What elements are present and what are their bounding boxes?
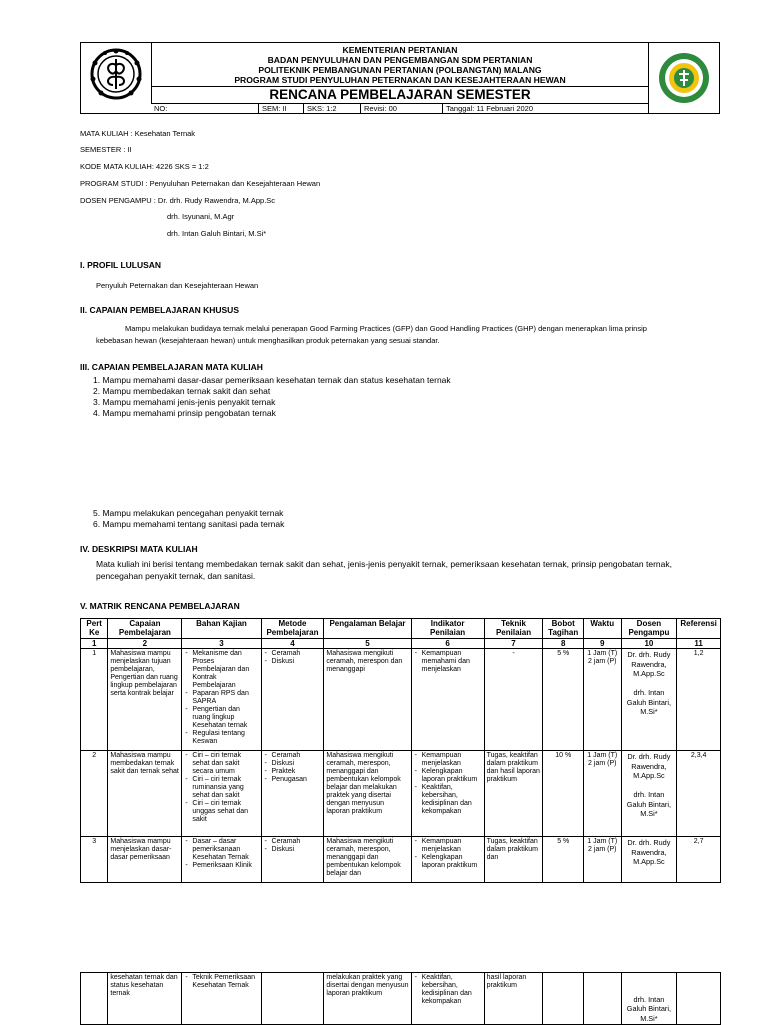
cell-pert: 1 — [81, 649, 108, 751]
table-header-row — [81, 619, 721, 639]
col-number: 5 — [324, 639, 411, 649]
info-mata-kuliah: MATA KULIAH : Kesehatan Ternak — [80, 129, 196, 138]
cell-teknik: - — [484, 649, 543, 751]
bahan-item: - Ciri – ciri ternak unggas sehat dan sakit — [192, 800, 258, 824]
cell-capaian: kesehatan ternak dan status kesehatan ternak — [108, 973, 182, 1025]
bahan-item: - Ciri – ciri ternak sehat dan sakit secara umum — [192, 752, 258, 776]
deskripsi-line-1: Mata kuliah ini berisi tentang membedakan ternak sakit dan sehat, jenis-jenis penyakit ternak, pemeriksaan kesehatan ternak, prinsip pengobatan ternak, — [96, 559, 672, 569]
cell-waktu: 1 Jam (T) 2 jam (P) — [584, 751, 622, 837]
cpmk-item: 4. Mampu memahami prinsip pengobatan ternak — [93, 408, 276, 418]
cell-teknik: Tugas, keaktifan dalam praktikum dan — [484, 837, 543, 883]
col-header: Bobot Tagihan — [543, 619, 584, 639]
document-title: RENCANA PEMBELAJARAN SEMESTER — [151, 86, 649, 104]
cell-indikator — [411, 837, 484, 883]
indikator-item: - Kemampuan menjelaskan — [422, 838, 482, 854]
doc-sks: SKS: 1:2 — [303, 103, 360, 114]
info-dosen-3: drh. Intan Galuh Bintari, M.Si* — [167, 229, 267, 238]
header-institution — [151, 43, 649, 89]
section-profil-text: Penyuluh Peternakan dan Kesejahteraan Hewan — [96, 281, 259, 290]
col-number: 6 — [411, 639, 484, 649]
cell-pert: 3 — [81, 837, 108, 883]
bahan-item: - Teknik Pemeriksaan Kesehatan Ternak — [192, 974, 258, 990]
cell-indikator — [411, 649, 484, 751]
cell-pengalaman: Mahasiswa mengikuti ceramah, merespon dan menanggapi — [324, 649, 411, 751]
doc-number: NO: — [154, 104, 168, 113]
cell-teknik: hasil laporan praktikum — [484, 973, 543, 1025]
cell-bahan — [182, 751, 261, 837]
table-row — [81, 649, 721, 751]
cell-metode — [261, 649, 324, 751]
document-header — [80, 42, 720, 114]
agency-name: BADAN PENYULUHAN DAN PENGEMBANGAN SDM PERTANIAN — [267, 55, 533, 65]
metode-item: - Diskusi — [272, 846, 322, 854]
indikator-item: - Kemampuan menjelaskan — [422, 752, 482, 768]
cell-metode — [261, 973, 324, 1025]
cpmk-item: 3. Mampu memahami jenis-jenis penyakit ternak — [93, 397, 276, 407]
col-header: Capaian Pembelajaran — [108, 619, 182, 639]
cell-metode — [261, 751, 324, 837]
bahan-item: - Pemeriksaan Klinik — [192, 862, 258, 870]
indikator-item: - Keaktifan, kebersihan, kedisiplinan dan kekompakan — [422, 974, 482, 1006]
cell-bobot: 10 % — [543, 751, 584, 837]
cell-indikator — [411, 973, 484, 1025]
cell-pert — [81, 973, 108, 1025]
bahan-item: - Paparan RPS dan SAPRA — [192, 690, 258, 706]
col-header: Pengalaman Belajar — [324, 619, 411, 639]
cell-referensi: 2,7 — [677, 837, 721, 883]
col-number: 1 — [81, 639, 108, 649]
matrix-table-continued — [80, 972, 721, 1025]
col-header: Metode Pembelajaran — [261, 619, 324, 639]
col-header: Waktu — [584, 619, 622, 639]
cell-pengalaman: melakukan praktek yang disertai dengan menyusun laporan praktikum — [324, 973, 411, 1025]
cell-indikator — [411, 751, 484, 837]
info-prodi: PROGRAM STUDI : Penyuluhan Peternakan dan Kesejahteraan Hewan — [80, 179, 321, 188]
indikator-item: - Kemampuan memahami dan menjelaskan — [422, 650, 482, 674]
table-row — [81, 837, 721, 883]
bahan-item: - Ciri – ciri ternak ruminansia yang sehat dan sakit — [192, 776, 258, 800]
bahan-item: - Dasar – dasar pemeriksanaan Kesehatan Ternak — [192, 838, 258, 862]
section-cpmk-title: III. CAPAIAN PEMBELAJARAN MATA KULIAH — [80, 362, 263, 372]
cell-waktu: 1 Jam (T) 2 jam (P) — [584, 837, 622, 883]
col-number: 11 — [677, 639, 721, 649]
cell-metode — [261, 837, 324, 883]
col-header: Indikator Penilaian — [411, 619, 484, 639]
cell-pert: 2 — [81, 751, 108, 837]
matrix-table — [80, 618, 721, 883]
indikator-item: - Kelengkapan laporan praktikum — [422, 768, 482, 784]
info-dosen: DOSEN PENGAMPU : Dr. drh. Rudy Rawendra, M.App.Sc — [80, 196, 276, 205]
metode-item: - Diskusi — [272, 658, 322, 666]
cpmk-item: 2. Mampu membedakan ternak sakit dan sehat — [93, 386, 271, 396]
col-header: Teknik Penilaian — [484, 619, 543, 639]
doc-revision: Revisi: 00 — [360, 103, 442, 114]
cell-pengalaman: Mahasiswa mengikuti ceramah, merespon, menanggapi dan pembentukan kelompok belajar dan — [324, 837, 411, 883]
polbangtan-logo — [648, 43, 719, 114]
bahan-item: - Mekanisme dan Proses Pembelajaran dan Kontrak Pembelajaran — [192, 650, 258, 690]
col-number: 8 — [543, 639, 584, 649]
cell-referensi — [677, 973, 721, 1025]
info-kode: KODE MATA KULIAH: 4226 SKS = 1:2 — [80, 162, 209, 171]
cell-capaian: Mahasiswa mampu menjelaskan tujuan pembelajaran, Pengertian dan ruang lingkup pembelajaran serta kontrak belajar — [108, 649, 182, 751]
indikator-item: - Keaktifan, kebersihan, kedisiplinan dan kekompakan — [422, 784, 482, 816]
metode-item: - Ceramah — [272, 752, 322, 760]
cell-bahan — [182, 649, 261, 751]
cell-pengalaman: Mahasiswa mengikuti ceramah, merespon, menanggapi dan pembentukan kelompok belajar dan melakukan praktek yang disertai dengan menyusun laporan praktikum — [324, 751, 411, 837]
cell-dosen: Dr. drh. Rudy Rawendra, M.App.Sc drh. Intan Galuh Bintari, M.Si* — [621, 649, 677, 751]
cell-capaian: Mahasiswa mampu membedakan ternak sakit dan ternak sehat — [108, 751, 182, 837]
metode-item: - Diskusi — [272, 760, 322, 768]
bahan-item: - Pengertian dan ruang lingkup Kesehatan ternak — [192, 706, 258, 730]
cpmk-item: 1. Mampu memahami dasar-dasar pemeriksaan kesehatan ternak dan status kesehatan ternak — [93, 375, 451, 385]
section-deskripsi-title: IV. DESKRIPSI MATA KULIAH — [80, 544, 198, 554]
section-cpk-line-2: kebebasan hewan (kesejahteraan hewan) untuk menghasilkan produk peternakan yang sesuai standar. — [96, 336, 440, 345]
col-number: 7 — [484, 639, 543, 649]
col-header: Bahan Kajian — [182, 619, 261, 639]
cell-dosen: Dr. drh. Rudy Rawendra, M.App.Sc drh. Intan Galuh Bintari, M.Si* — [621, 751, 677, 837]
section-cpk-line-1: Mampu melakukan budidaya ternak melalui penerapan Good Farming Practices (GFP) dan Good Handling Practices (GHP) dengan menerapkan lima prinsip — [125, 324, 647, 333]
cell-referensi: 2,3,4 — [677, 751, 721, 837]
table-number-row — [81, 639, 721, 649]
kementan-logo — [81, 43, 152, 104]
doc-semester: SEM: II — [258, 103, 303, 114]
metode-item: - Praktek — [272, 768, 322, 776]
section-profil-title: I. PROFIL LULUSAN — [80, 260, 162, 270]
metode-item: - Ceramah — [272, 838, 322, 846]
doc-date: Tanggal: 11 Februari 2020 — [442, 103, 651, 114]
bahan-item: - Regulasi tentang Keswan — [192, 730, 258, 746]
col-number: 2 — [108, 639, 182, 649]
cpmk-item: 6. Mampu memahami tentang sanitasi pada ternak — [93, 519, 285, 529]
metode-item: - Ceramah — [272, 650, 322, 658]
cell-capaian: Mahasiswa mampu menjelaskan dasar-dasar pemeriksaan — [108, 837, 182, 883]
cell-waktu: 1 Jam (T) 2 jam (P) — [584, 649, 622, 751]
col-number: 3 — [182, 639, 261, 649]
school-name: POLITEKNIK PEMBANGUNAN PERTANIAN (POLBANGTAN) MALANG — [258, 65, 542, 75]
cell-teknik: Tugas, keaktifan dalam praktikum dan hasil laporan praktikum — [484, 751, 543, 837]
col-number: 4 — [261, 639, 324, 649]
cell-bobot: 5 % — [543, 837, 584, 883]
cell-dosen: drh. Intan Galuh Bintari, M.Si* — [621, 973, 677, 1025]
cell-referensi: 1,2 — [677, 649, 721, 751]
ministry-name: KEMENTERIAN PERTANIAN — [342, 45, 458, 55]
deskripsi-line-2: pencegahan penyakit ternak, dan sanitasi. — [96, 571, 256, 581]
metode-item: - Penugasan — [272, 776, 322, 784]
cell-bahan — [182, 837, 261, 883]
col-number: 10 — [621, 639, 677, 649]
col-header: Dosen Pengampu — [621, 619, 677, 639]
cell-bahan — [182, 973, 261, 1025]
cell-dosen: Dr. drh. Rudy Rawendra, M.App.Sc — [621, 837, 677, 883]
indikator-item: - Kelengkapan laporan praktikum — [422, 854, 482, 870]
col-header: Pert Ke — [81, 619, 108, 639]
cell-waktu — [584, 973, 622, 1025]
col-number: 9 — [584, 639, 622, 649]
table-row — [81, 973, 721, 1025]
cell-bobot — [543, 973, 584, 1025]
header-meta-row — [151, 103, 649, 114]
program-name: PROGRAM STUDI PENYULUHAN PETERNAKAN DAN KESEJAHTERAAN HEWAN — [234, 75, 566, 85]
info-dosen-2: drh. Isyunani, M.Agr — [167, 212, 235, 221]
cell-bobot: 5 % — [543, 649, 584, 751]
col-header: Referensi — [677, 619, 721, 639]
section-cpk-title: II. CAPAIAN PEMBELAJARAN KHUSUS — [80, 305, 239, 315]
table-row — [81, 751, 721, 837]
info-semester: SEMESTER : II — [80, 145, 132, 154]
section-matrik-title: V. MATRIK RENCANA PEMBELAJARAN — [80, 601, 240, 611]
cpmk-item: 5. Mampu melakukan pencegahan penyakit ternak — [93, 508, 284, 518]
